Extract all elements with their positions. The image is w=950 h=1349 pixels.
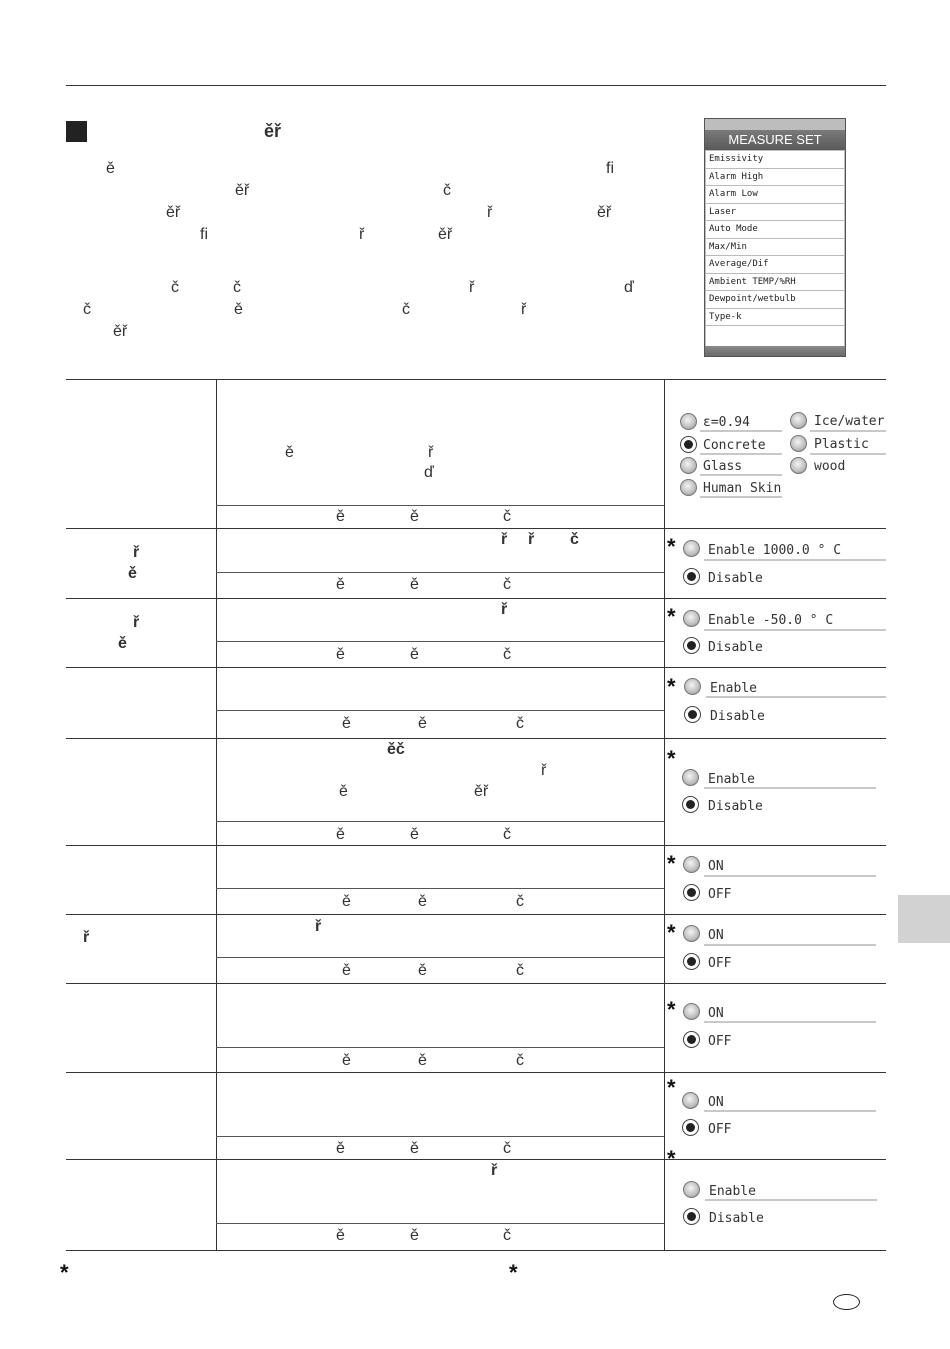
radio-auto-mode-enable[interactable]: [682, 769, 699, 786]
intro-frag: č: [83, 301, 91, 318]
cell-rule: [216, 572, 664, 573]
default-frag: ě: [336, 1140, 345, 1157]
default-frag: ě: [336, 576, 345, 593]
option-label: ON: [708, 928, 724, 943]
radio-ambient-on[interactable]: [683, 1003, 700, 1020]
option-underline: [700, 430, 782, 432]
option-label: ON: [708, 1006, 724, 1021]
default-frag: ě: [418, 962, 427, 979]
option-label: Enable 1000.0 ° C: [708, 543, 842, 558]
option-underline: [810, 430, 886, 432]
option-label: ON: [708, 1095, 724, 1110]
option-underline: [704, 787, 876, 789]
cell-rule: [216, 1047, 664, 1048]
default-frag: č: [516, 962, 524, 979]
radio-glass[interactable]: [680, 457, 697, 474]
intro-frag: ř: [521, 301, 527, 318]
default-frag: č: [503, 1227, 511, 1244]
default-frag: č: [516, 893, 524, 910]
star-marker: *: [667, 534, 676, 559]
default-frag: ě: [410, 826, 419, 843]
screen-menu-item: Type-k: [706, 309, 844, 327]
radio-dewpoint-on[interactable]: [682, 1092, 699, 1109]
intro-frag: fi: [606, 160, 614, 177]
option-label: OFF: [708, 956, 732, 971]
cell-rule: [216, 821, 664, 822]
table-col-divider: [664, 379, 665, 1250]
default-frag: ě: [410, 576, 419, 593]
desc-frag: ř: [501, 601, 508, 618]
cell-rule: [216, 888, 664, 889]
option-underline: [704, 1021, 876, 1023]
radio-type-k-enable[interactable]: [683, 1181, 700, 1198]
option-label: Disable: [708, 799, 763, 814]
radio-max-min-on[interactable]: [683, 856, 700, 873]
screen-menu-item: Average/Dif: [706, 256, 844, 274]
default-frag: ě: [418, 1052, 427, 1069]
star-marker: *: [667, 851, 676, 876]
label-frag: ě: [118, 635, 127, 652]
default-frag: ě: [410, 1227, 419, 1244]
radio-alarm-high-disable[interactable]: [683, 568, 700, 585]
option-label: Plastic: [814, 437, 869, 452]
cell-rule: [216, 710, 664, 711]
intro-frag: ě: [234, 301, 243, 318]
option-underline: [704, 629, 886, 631]
intro-frag: fi: [200, 226, 208, 243]
star-marker: *: [667, 997, 676, 1022]
footnote-star: *: [509, 1260, 518, 1285]
label-frag: ř: [133, 544, 140, 561]
table-rule: [66, 738, 886, 739]
table-rule: [66, 379, 886, 380]
intro-frag: č: [171, 279, 179, 296]
intro-frag: ř: [487, 204, 493, 221]
desc-frag: ř: [501, 531, 508, 548]
intro-frag: ěř: [113, 323, 128, 340]
label-frag: ř: [133, 614, 140, 631]
device-screen: [704, 118, 846, 357]
radio-laser-disable[interactable]: [684, 706, 701, 723]
screen-menu-item: Alarm Low: [706, 186, 844, 204]
default-frag: č: [503, 508, 511, 525]
default-frag: č: [503, 826, 511, 843]
option-label: OFF: [708, 1034, 732, 1049]
screen-menu-item: Alarm High: [706, 169, 844, 187]
default-frag: ě: [410, 1140, 419, 1157]
default-frag: č: [503, 1140, 511, 1157]
radio-alarm-low-disable[interactable]: [683, 637, 700, 654]
option-underline: [704, 944, 876, 946]
star-marker: *: [667, 1146, 676, 1171]
screen-title: MEASURE SET: [705, 130, 845, 150]
option-underline: [810, 453, 886, 455]
default-frag: ě: [336, 508, 345, 525]
radio-concrete[interactable]: [680, 436, 697, 453]
option-label: Human Skin: [703, 481, 782, 496]
option-label: ε=0.94: [703, 415, 750, 430]
radio-plastic[interactable]: [790, 435, 807, 452]
intro-frag: ěř: [235, 182, 250, 199]
language-badge: [833, 1294, 860, 1310]
radio-type-k-disable[interactable]: [683, 1208, 700, 1225]
radio-max-min-off[interactable]: [683, 884, 700, 901]
desc-frag: č: [570, 531, 579, 548]
option-label: Enable -50.0 ° C: [708, 613, 834, 628]
option-label: Disable: [708, 571, 763, 586]
table-col-divider: [216, 379, 217, 1250]
default-frag: č: [503, 646, 511, 663]
option-label: wood: [814, 459, 846, 474]
table-rule: [66, 1250, 886, 1251]
option-label: Glass: [703, 459, 743, 474]
radio-auto-mode-disable[interactable]: [682, 796, 699, 813]
cell-rule: [216, 641, 664, 642]
star-marker: *: [667, 604, 676, 629]
table-rule: [66, 845, 886, 846]
radio-dewpoint-off[interactable]: [682, 1119, 699, 1136]
table-rule: [66, 1159, 886, 1160]
option-underline: [700, 474, 782, 476]
option-label: OFF: [708, 887, 732, 902]
table-rule: [66, 667, 886, 668]
option-label: Enable: [709, 1184, 756, 1199]
cell-rule: [216, 1136, 664, 1137]
option-label: Disable: [710, 709, 765, 724]
radio-average-dif-on[interactable]: [683, 925, 700, 942]
chapter-tab: [898, 895, 950, 943]
default-frag: č: [516, 1052, 524, 1069]
label-frag: ě: [128, 565, 137, 582]
intro-frag: ěř: [597, 204, 612, 221]
radio-laser-enable[interactable]: [684, 678, 701, 695]
option-label: Disable: [708, 640, 763, 655]
intro-frag: ď: [624, 279, 634, 296]
default-frag: ě: [410, 508, 419, 525]
option-label: Enable: [708, 772, 755, 787]
default-frag: ě: [418, 715, 427, 732]
option-label: Enable: [710, 681, 757, 696]
default-frag: ě: [336, 646, 345, 663]
desc-frag: ř: [528, 531, 535, 548]
heading-fragment: ěř: [264, 121, 282, 141]
default-frag: ě: [418, 893, 427, 910]
screen-menu-item: Auto Mode: [706, 221, 844, 239]
cell-rule: [216, 957, 664, 958]
option-underline: [704, 559, 886, 561]
section-marker: [66, 121, 87, 142]
star-marker: *: [667, 746, 676, 771]
label-frag: ř: [83, 929, 90, 946]
option-label: Concrete: [703, 438, 766, 453]
intro-frag: č: [443, 182, 451, 199]
table-rule: [66, 1072, 886, 1073]
intro-frag: ř: [359, 226, 365, 243]
desc-frag: ř: [491, 1162, 498, 1179]
option-underline: [700, 496, 782, 498]
radio-alarm-low-enable[interactable]: [683, 610, 700, 627]
desc-frag: ě: [339, 783, 348, 800]
screen-menu-item: Ambient TEMP/%RH: [706, 274, 844, 292]
screen-menu-item: Max/Min: [706, 239, 844, 257]
radio-human-skin[interactable]: [680, 479, 697, 496]
default-frag: ě: [342, 1052, 351, 1069]
top-rule: [66, 85, 886, 86]
default-frag: ě: [410, 646, 419, 663]
table-rule: [66, 528, 886, 529]
radio-ambient-off[interactable]: [683, 1031, 700, 1048]
intro-frag: ěř: [166, 204, 181, 221]
desc-frag: ď: [424, 464, 434, 481]
screen-footer-bar: [705, 346, 845, 356]
desc-frag: ěř: [474, 783, 489, 800]
screen-menu-item: Dewpoint/wetbulb: [706, 291, 844, 309]
intro-frag: č: [233, 279, 241, 296]
default-frag: č: [516, 715, 524, 732]
default-frag: ě: [342, 962, 351, 979]
default-frag: ě: [342, 893, 351, 910]
intro-frag: ěř: [438, 226, 453, 243]
default-frag: ě: [336, 826, 345, 843]
option-underline: [704, 875, 876, 877]
desc-frag: ř: [541, 762, 547, 779]
option-label: OFF: [708, 1122, 732, 1137]
star-marker: *: [667, 674, 676, 699]
option-underline: [700, 453, 782, 455]
option-label: Ice/water: [814, 414, 885, 429]
footnote-star: *: [60, 1260, 69, 1285]
desc-frag: ř: [428, 444, 434, 461]
table-rule: [66, 983, 886, 984]
option-underline: [706, 696, 886, 698]
default-frag: ě: [342, 715, 351, 732]
star-marker: *: [667, 1075, 676, 1100]
radio-ice-water[interactable]: [790, 412, 807, 429]
option-underline: [705, 1199, 877, 1201]
desc-frag: ěč: [387, 741, 405, 758]
radio-alarm-high-enable[interactable]: [683, 540, 700, 557]
table-rule: [66, 598, 886, 599]
intro-frag: č: [402, 301, 410, 318]
star-marker: *: [667, 920, 676, 945]
screen-menu-list: [706, 151, 844, 348]
default-frag: č: [503, 576, 511, 593]
intro-frag: ř: [469, 279, 475, 296]
screen-menu-item: Emissivity: [706, 151, 844, 169]
radio-average-dif-off[interactable]: [683, 953, 700, 970]
table-rule: [66, 914, 886, 915]
radio-wood[interactable]: [790, 457, 807, 474]
desc-frag: ě: [285, 444, 294, 461]
intro-frag: ě: [106, 160, 115, 177]
option-label: ON: [708, 859, 724, 874]
cell-rule: [216, 1223, 664, 1224]
cell-rule: [216, 505, 664, 506]
default-frag: ě: [336, 1227, 345, 1244]
option-underline: [704, 1110, 876, 1112]
radio-emissivity-0.94[interactable]: [680, 413, 697, 430]
desc-frag: ř: [315, 918, 322, 935]
option-label: Disable: [709, 1211, 764, 1226]
screen-menu-item: Laser: [706, 204, 844, 222]
